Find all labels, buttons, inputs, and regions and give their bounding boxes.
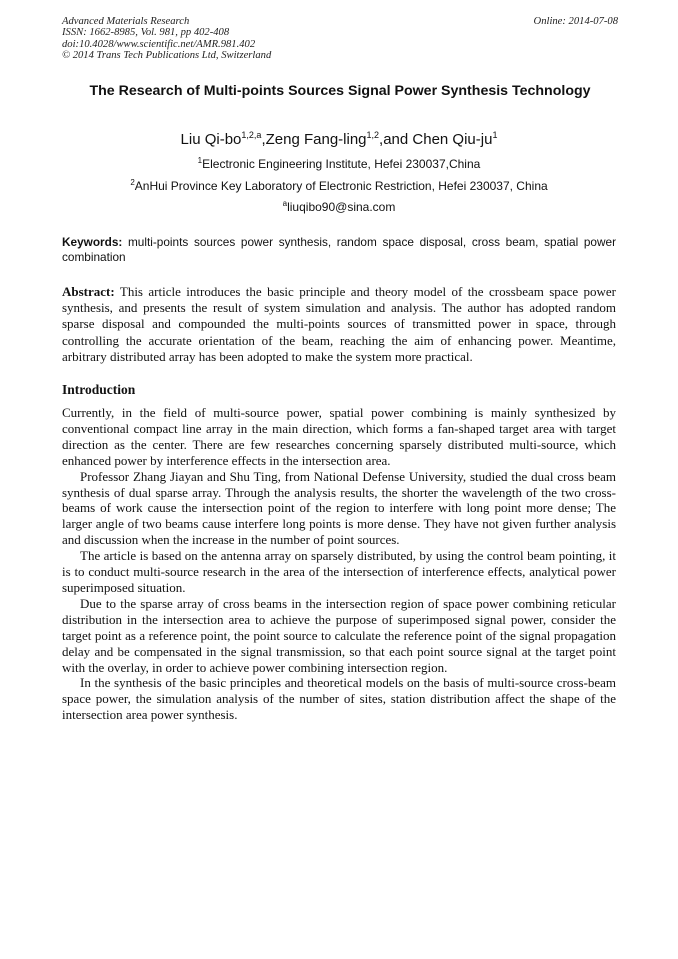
- affiliation-text: Electronic Engineering Institute, Hefei 230037,China: [202, 157, 481, 171]
- paragraph: Due to the sparse array of cross beams in the intersection region of space power combining reticular distribution in the intersection area to achieve the purpose of superimposed signal power, consider the target point as a reference point, the point source to calculate the reference point of the signal propagation delay and be compensated in the signal transmission, so that each point source signal at the target point with the overlay, in order to achieve power combining intersection region.: [62, 595, 616, 675]
- author-name: Liu Qi-bo: [180, 131, 242, 148]
- affiliation-1: [0, 156, 678, 171]
- author-separator: ,and: [379, 131, 413, 148]
- paragraph: Currently, in the field of multi-source power, spatial power combining is mainly synthesized by conventional compact line array in the main direction, which forms a fan-shaped target area with target direction as the center. There are few researches concerning sparsely distributed multi-source, which enhanced power by interference effects in the intersection area.: [62, 405, 616, 468]
- email-address: liuqibo90@sina.com: [287, 200, 396, 214]
- author-separator: ,: [261, 131, 266, 148]
- abstract-text: This article introduces the basic principle and theory model of the crossbeam space power synthesis, and presents the result of system simulation and analysis. The author has adopted random sparse disposal and compounded the multi-points sources of transmitted power in space, through controlling the accurate orientation of the beam, reaching the aim of enhancing power. Meantime, arbitrary distributed array has been adopted to make the system more practical.: [62, 284, 616, 364]
- email-marker: a: [282, 199, 288, 208]
- paragraph: Professor Zhang Jiayan and Shu Ting, from National Defense University, studied the dual cross beam synthesis of dual sparse array. Through the analysis results, the shorter the wavelength of the two cross-beams of work cause the intersection point of the region to interfere with long point more dense; The larger angle of two beams cause interfere long points is more dense. They have not given further analysis and discussion when the increase in the number of point sources.: [62, 468, 616, 548]
- abstract-block: [62, 284, 616, 365]
- author-email: [0, 199, 678, 214]
- affiliation-marker: 2: [130, 178, 135, 187]
- issn-line: ISSN: 1662-8985, Vol. 981, pp 402-408: [62, 27, 230, 39]
- paragraph: In the synthesis of the basic principles and theoretical models on the basis of multi-source cross-beam space power, the simulation analysis of the number of sites, station distribution affect the shape of the intersection area power synthesis.: [62, 675, 616, 723]
- author-affiliation-marker: 1: [492, 130, 498, 140]
- keywords-label: Keywords:: [62, 235, 123, 249]
- introduction-heading: Introduction: [62, 382, 136, 397]
- author-name: Zeng Fang-ling: [265, 131, 367, 148]
- doi-line: doi:10.4028/www.scientific.net/AMR.981.402: [62, 38, 256, 50]
- copyright-line: © 2014 Trans Tech Publications Ltd, Switzerland: [62, 50, 272, 62]
- paper-title: The Research of Multi-points Sources Signal Power Synthesis Technology: [89, 83, 591, 99]
- author-affiliation-marker: 1,2: [366, 130, 380, 140]
- online-date: Online: 2014-07-08: [533, 16, 618, 27]
- journal-header: [62, 16, 618, 62]
- affiliation-2: [0, 178, 678, 193]
- author-name: Chen Qiu-ju: [412, 131, 493, 148]
- keywords-block: [62, 235, 616, 265]
- abstract-label: Abstract:: [62, 284, 115, 299]
- journal-name: Advanced Materials Research: [62, 16, 190, 27]
- introduction-body: [62, 405, 616, 723]
- author-affiliation-marker: 1,2,a: [241, 130, 262, 140]
- keywords-text: multi-points sources power synthesis, random space disposal, cross beam, spatial power combination: [62, 235, 616, 264]
- affiliation-marker: 1: [197, 156, 203, 165]
- paragraph: The article is based on the antenna array on sparsely distributed, by using the control beam pointing, it is to conduct multi-source research in the area of the intersection of interference effects, analytical power superimposed situation.: [62, 548, 616, 595]
- author-list: [0, 130, 678, 148]
- affiliation-text: AnHui Province Key Laboratory of Electronic Restriction, Hefei 230037, China: [134, 179, 548, 193]
